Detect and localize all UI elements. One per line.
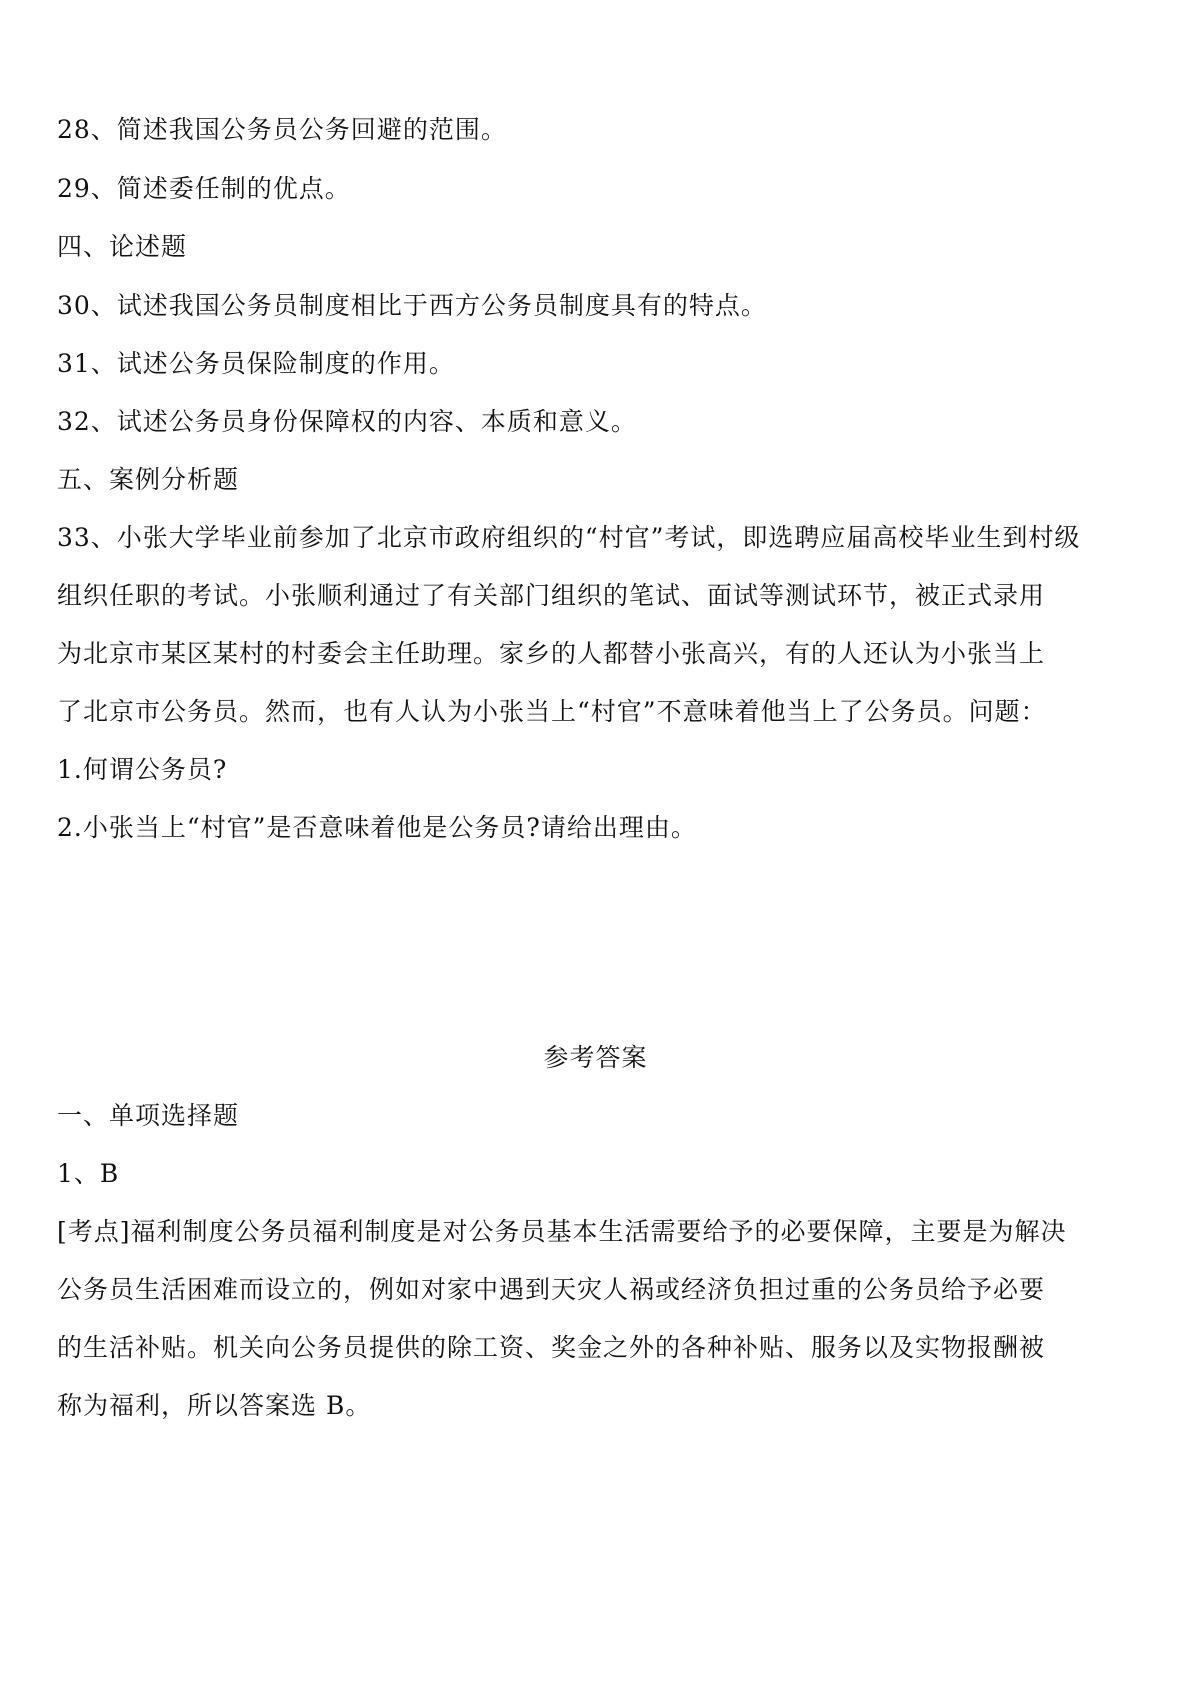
question-32: 32、试述公务员身份保障权的内容、本质和意义。	[57, 407, 637, 436]
section-heading-case-analysis: 五、案例分析题	[57, 465, 240, 494]
answer-1-explanation-line-3: 的生活补贴。机关向公务员提供的除工资、奖金之外的各种补贴、服务以及实物报酬被	[57, 1333, 1046, 1362]
question-33-line-3: 为北京市某区某村的村委会主任助理。家乡的人都替小张高兴，有的人还认为小张当上	[57, 639, 1046, 668]
answer-1-explanation-line-2: 公务员生活困难而设立的，例如对家中遇到天灾人祸或经济负担过重的公务员给予必要	[57, 1275, 1046, 1304]
answers-section-heading-single-choice: 一、单项选择题	[57, 1101, 240, 1130]
question-33-line-1: 33、小张大学毕业前参加了北京市政府组织的“村官”考试，即选聘应届高校毕业生到村级	[57, 523, 1081, 552]
question-30: 30、试述我国公务员制度相比于西方公务员制度具有的特点。	[57, 291, 767, 320]
section-heading-essay: 四、论述题	[57, 232, 188, 261]
question-29: 29、简述委任制的优点。	[57, 174, 351, 203]
question-33-line-2: 组织任职的考试。小张顺利通过了有关部门组织的笔试、面试等测试环节，被正式录用	[57, 581, 1046, 610]
answer-1-explanation-line-4: 称为福利，所以答案选 B。	[57, 1391, 372, 1420]
question-33-line-4: 了北京市公务员。然而，也有人认为小张当上“村官”不意味着他当上了公务员。问题：	[57, 697, 1047, 726]
answer-1-explanation-line-1: [考点]福利制度公务员福利制度是对公务员基本生活需要给予的必要保障，主要是为解决	[57, 1217, 1067, 1246]
question-31: 31、试述公务员保险制度的作用。	[57, 349, 455, 378]
question-33-subquestion-2: 2.小张当上“村官”是否意味着他是公务员?请给出理由。	[57, 813, 697, 842]
answers-title: 参考答案	[543, 1043, 648, 1072]
answer-1-label: 1、B	[57, 1159, 120, 1188]
question-28: 28、简述我国公务员公务回避的范围。	[57, 115, 507, 144]
question-33-subquestion-1: 1.何谓公务员?	[57, 755, 228, 784]
